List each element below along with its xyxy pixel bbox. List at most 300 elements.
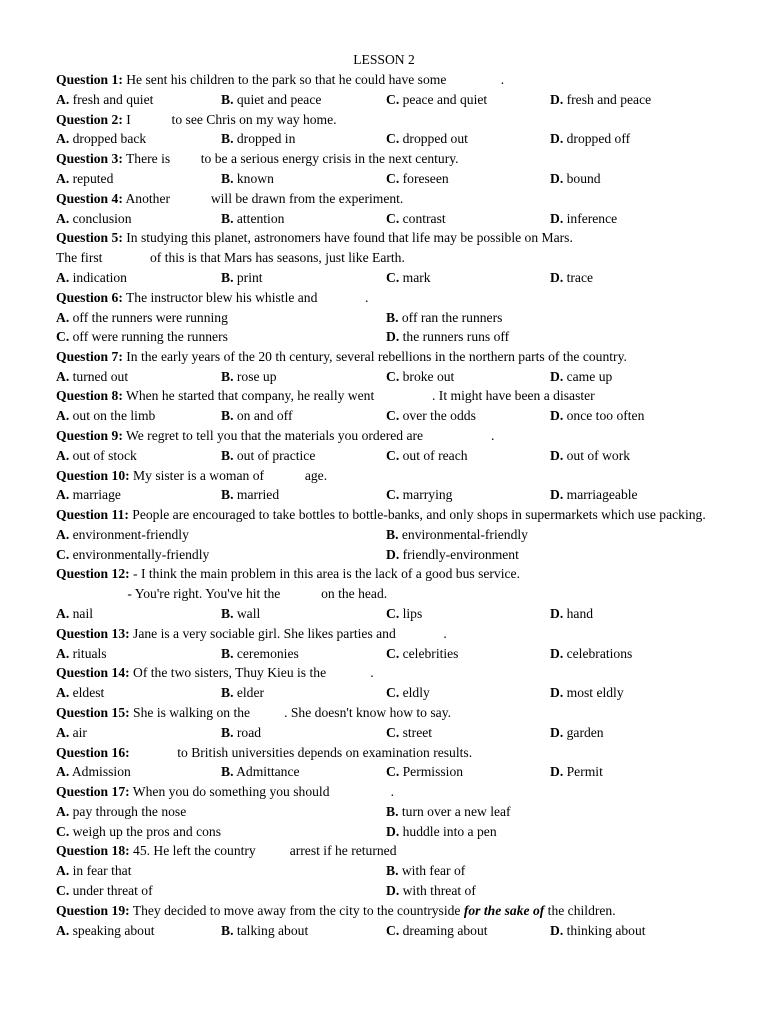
answer-option-b[interactable] xyxy=(221,921,308,941)
option-text: celebrities xyxy=(399,645,459,661)
option-text: talking about xyxy=(233,922,309,938)
option-letter: D. xyxy=(550,368,564,384)
answer-option-a[interactable] xyxy=(56,446,137,466)
question-text: 45. He left the country arrest if he returned xyxy=(129,843,397,859)
option-text: marrying xyxy=(399,487,453,503)
question-18 xyxy=(56,841,712,900)
lesson-title: LESSON 2 xyxy=(353,52,415,67)
option-text: nail xyxy=(69,605,94,621)
question-13 xyxy=(56,624,712,664)
option-letter: B. xyxy=(221,269,234,285)
answer-option-c[interactable] xyxy=(386,921,488,941)
option-letter: B. xyxy=(386,803,399,819)
question-label: Question 3: xyxy=(56,151,123,167)
question-label: Question 14: xyxy=(56,665,130,681)
question-stem xyxy=(56,189,712,209)
question-16 xyxy=(56,743,712,783)
option-letter: D. xyxy=(386,329,400,345)
option-text: fresh and peace xyxy=(563,91,652,107)
question-stem xyxy=(56,466,712,486)
option-letter: C. xyxy=(386,724,400,740)
answer-option-a[interactable] xyxy=(56,921,155,941)
answer-option-b[interactable] xyxy=(386,802,511,822)
option-letter: D. xyxy=(550,724,564,740)
option-text: with fear of xyxy=(398,863,466,879)
answer-option-b[interactable] xyxy=(221,446,315,466)
option-letter: D. xyxy=(550,269,564,285)
option-text: over the odds xyxy=(399,408,476,424)
answer-option-d[interactable] xyxy=(550,129,630,149)
question-stem xyxy=(56,228,712,248)
answer-option-b[interactable] xyxy=(221,723,261,743)
question-text-end: the children. xyxy=(544,902,616,918)
option-letter: A. xyxy=(56,487,70,503)
question-stem xyxy=(56,782,712,802)
answer-option-d[interactable] xyxy=(550,485,638,505)
option-text: weigh up the pros and cons xyxy=(69,823,221,839)
option-text: dropped off xyxy=(563,131,631,147)
options-row xyxy=(56,545,712,565)
option-text: inference xyxy=(563,210,618,226)
question-stem xyxy=(56,347,712,367)
options-row xyxy=(56,644,712,664)
answer-option-a[interactable] xyxy=(56,209,132,229)
option-text: environment-friendly xyxy=(69,526,189,542)
answer-option-c[interactable] xyxy=(56,545,209,565)
answer-option-d[interactable] xyxy=(550,921,646,941)
question-4 xyxy=(56,189,712,229)
option-letter: C. xyxy=(56,823,70,839)
option-text: hand xyxy=(563,605,594,621)
question-text: When you do something you should . xyxy=(129,784,395,800)
option-text: pay through the nose xyxy=(69,803,187,819)
option-text: out of work xyxy=(563,447,631,463)
option-text: marriageable xyxy=(563,487,638,503)
answer-option-d[interactable] xyxy=(386,327,509,347)
question-text: She is walking on the . She doesn't know how to say. xyxy=(129,704,452,720)
option-text: dropped back xyxy=(69,131,147,147)
question-11 xyxy=(56,505,712,564)
answer-option-c[interactable] xyxy=(386,604,422,624)
option-letter: C. xyxy=(386,685,400,701)
option-text: in fear that xyxy=(69,863,132,879)
option-text: print xyxy=(233,269,263,285)
question-stem xyxy=(56,841,712,861)
option-letter: B. xyxy=(221,645,234,661)
question-17 xyxy=(56,782,712,841)
answer-option-a[interactable] xyxy=(56,762,131,782)
answer-option-b[interactable] xyxy=(221,683,264,703)
answer-option-b[interactable] xyxy=(221,406,293,426)
answer-option-b[interactable] xyxy=(221,209,284,229)
option-text: under threat of xyxy=(69,883,153,899)
answer-option-d[interactable] xyxy=(550,90,651,110)
option-letter: B. xyxy=(221,210,234,226)
options-row xyxy=(56,921,712,941)
option-letter: A. xyxy=(56,605,70,621)
answer-option-d[interactable] xyxy=(550,723,604,743)
option-letter: C. xyxy=(386,91,400,107)
answer-option-a[interactable] xyxy=(56,644,107,664)
question-stem xyxy=(56,386,712,406)
worksheet-page xyxy=(56,50,712,940)
option-text: turned out xyxy=(69,368,129,384)
question-label: Question 17: xyxy=(56,784,130,800)
option-letter: C. xyxy=(386,368,400,384)
question-5 xyxy=(56,228,712,287)
option-text: married xyxy=(233,487,280,503)
question-label: Question 2: xyxy=(56,111,123,127)
option-text: attention xyxy=(233,210,285,226)
answer-option-d[interactable] xyxy=(386,545,519,565)
option-letter: D. xyxy=(386,883,400,899)
answer-option-d[interactable] xyxy=(550,367,612,387)
question-7 xyxy=(56,347,712,386)
option-letter: A. xyxy=(56,408,70,424)
option-letter: A. xyxy=(56,803,70,819)
option-letter: A. xyxy=(56,685,70,701)
question-text: Another will be drawn from the experiment. xyxy=(122,190,404,206)
option-text: peace and quiet xyxy=(399,91,488,107)
answer-option-b[interactable] xyxy=(221,169,274,189)
options-row xyxy=(56,129,712,149)
option-text: eldly xyxy=(399,685,430,701)
option-text: most eldly xyxy=(563,685,624,701)
answer-option-c[interactable] xyxy=(56,881,153,901)
question-label: Question 5: xyxy=(56,230,123,246)
option-letter: A. xyxy=(56,210,70,226)
option-text: the runners runs off xyxy=(399,329,510,345)
option-letter: C. xyxy=(386,645,400,661)
option-letter: A. xyxy=(56,447,70,463)
question-text: Of the two sisters, Thuy Kieu is the . xyxy=(129,665,374,681)
option-text: Admission xyxy=(69,764,131,780)
option-text: on and off xyxy=(233,408,293,424)
option-text: turn over a new leaf xyxy=(398,803,511,819)
answer-option-d[interactable] xyxy=(550,169,601,189)
option-text: garden xyxy=(563,724,604,740)
option-letter: D. xyxy=(386,546,400,562)
option-letter: B. xyxy=(221,922,234,938)
question-stem xyxy=(56,564,712,584)
answer-option-c[interactable] xyxy=(386,406,476,426)
option-letter: C. xyxy=(386,408,400,424)
answer-option-c[interactable] xyxy=(386,723,432,743)
option-text: contrast xyxy=(399,210,446,226)
options-row xyxy=(56,485,712,505)
option-letter: D. xyxy=(550,764,564,780)
option-letter: B. xyxy=(221,724,234,740)
options-row xyxy=(56,604,712,624)
option-letter: B. xyxy=(221,605,234,621)
option-letter: B. xyxy=(386,863,399,879)
options-row xyxy=(56,822,712,842)
option-letter: D. xyxy=(550,210,564,226)
option-letter: D. xyxy=(550,131,564,147)
option-text: out of stock xyxy=(69,447,137,463)
option-letter: C. xyxy=(386,210,400,226)
option-letter: D. xyxy=(550,408,564,424)
option-text: fresh and quiet xyxy=(69,91,154,107)
answer-option-a[interactable] xyxy=(56,683,104,703)
option-text: trace xyxy=(563,269,594,285)
option-letter: D. xyxy=(550,487,564,503)
options-row xyxy=(56,268,712,288)
options-row xyxy=(56,881,712,901)
option-letter: B. xyxy=(221,487,234,503)
emphasized-phrase: for the sake of xyxy=(463,902,545,918)
question-3 xyxy=(56,149,712,189)
answer-option-a[interactable] xyxy=(56,308,228,328)
question-text: We regret to tell you that the materials you ordered are . xyxy=(122,428,495,444)
answer-option-b[interactable] xyxy=(221,762,300,782)
question-15 xyxy=(56,703,712,743)
question-text: Jane is a very sociable girl. She likes parties and . xyxy=(129,625,447,641)
option-letter: A. xyxy=(56,724,70,740)
question-label: Question 4: xyxy=(56,190,123,206)
option-letter: D. xyxy=(550,447,564,463)
options-row xyxy=(56,446,712,466)
option-letter: B. xyxy=(221,764,234,780)
answer-option-d[interactable] xyxy=(550,762,603,782)
question-stem xyxy=(56,505,712,525)
option-letter: B. xyxy=(221,408,234,424)
option-letter: C. xyxy=(386,764,400,780)
option-letter: C. xyxy=(56,329,70,345)
answer-option-b[interactable] xyxy=(221,644,299,664)
option-letter: A. xyxy=(56,368,70,384)
answer-option-b[interactable] xyxy=(386,861,465,881)
option-text: Admittance xyxy=(233,764,300,780)
answer-option-d[interactable] xyxy=(550,406,644,426)
option-text: out of reach xyxy=(399,447,468,463)
options-row xyxy=(56,525,712,545)
question-label: Question 19: xyxy=(56,902,130,918)
option-text: environmental-friendly xyxy=(398,526,528,542)
answer-option-c[interactable] xyxy=(386,644,458,664)
question-10 xyxy=(56,466,712,506)
option-letter: D. xyxy=(550,685,564,701)
option-text: out of practice xyxy=(233,447,316,463)
option-text: conclusion xyxy=(69,210,132,226)
option-letter: D. xyxy=(550,922,564,938)
options-row xyxy=(56,723,712,743)
option-text: environmentally-friendly xyxy=(69,546,210,562)
answer-option-b[interactable] xyxy=(221,367,277,387)
option-text: road xyxy=(233,724,262,740)
options-row xyxy=(56,861,712,881)
answer-option-c[interactable] xyxy=(386,485,452,505)
question-label: Question 6: xyxy=(56,289,123,305)
option-letter: A. xyxy=(56,269,70,285)
question-text: The instructor blew his whistle and . xyxy=(122,289,369,305)
option-text: dreaming about xyxy=(399,922,488,938)
option-letter: B. xyxy=(386,526,399,542)
question-stem xyxy=(56,426,712,446)
answer-option-c[interactable] xyxy=(386,129,468,149)
answer-option-b[interactable] xyxy=(386,308,502,328)
answer-option-c[interactable] xyxy=(386,90,487,110)
option-letter: C. xyxy=(386,170,400,186)
question-8 xyxy=(56,386,712,426)
question-text: My sister is a woman of age. xyxy=(129,467,328,483)
question-label: Question 16: xyxy=(56,744,130,760)
answer-option-d[interactable] xyxy=(550,604,593,624)
question-stem xyxy=(56,149,712,169)
answer-option-a[interactable] xyxy=(56,485,121,505)
options-row xyxy=(56,209,712,229)
answer-option-b[interactable] xyxy=(221,268,263,288)
question-stem xyxy=(56,663,712,683)
option-letter: C. xyxy=(386,605,400,621)
option-text: mark xyxy=(399,269,431,285)
option-letter: A. xyxy=(56,170,70,186)
option-text: huddle into a pen xyxy=(399,823,497,839)
question-label: Question 10: xyxy=(56,467,130,483)
option-text: rituals xyxy=(69,645,107,661)
answer-option-a[interactable] xyxy=(56,861,132,881)
option-text: off were running the runners xyxy=(69,329,228,345)
answer-option-a[interactable] xyxy=(56,90,153,110)
option-letter: A. xyxy=(56,922,70,938)
option-letter: C. xyxy=(386,269,400,285)
question-19 xyxy=(56,901,712,941)
option-text: street xyxy=(399,724,433,740)
answer-option-a[interactable] xyxy=(56,406,155,426)
answer-option-a[interactable] xyxy=(56,129,146,149)
option-letter: A. xyxy=(56,764,70,780)
question-label: Question 1: xyxy=(56,72,123,87)
option-text: elder xyxy=(233,685,265,701)
question-6 xyxy=(56,288,712,347)
option-letter: C. xyxy=(56,883,70,899)
answer-option-a[interactable] xyxy=(56,169,113,189)
option-text: foreseen xyxy=(399,170,449,186)
answer-option-c[interactable] xyxy=(386,446,468,466)
option-text: marriage xyxy=(69,487,121,503)
option-letter: A. xyxy=(56,91,70,107)
question-14 xyxy=(56,663,712,703)
option-text: reputed xyxy=(69,170,114,186)
answer-option-a[interactable] xyxy=(56,723,87,743)
answer-option-a[interactable] xyxy=(56,268,127,288)
option-letter: C. xyxy=(386,487,400,503)
option-text: out on the limb xyxy=(69,408,156,424)
answer-option-d[interactable] xyxy=(550,209,617,229)
answer-option-d[interactable] xyxy=(550,446,630,466)
option-text: once too often xyxy=(563,408,645,424)
option-letter: D. xyxy=(550,605,564,621)
question-text: - I think the main problem in this area is the lack of a good bus service. xyxy=(129,566,520,582)
question-label: Question 13: xyxy=(56,625,130,641)
answer-option-b[interactable] xyxy=(221,604,260,624)
answer-option-c[interactable] xyxy=(386,268,431,288)
options-row xyxy=(56,762,712,782)
option-letter: B. xyxy=(221,91,234,107)
option-letter: B. xyxy=(221,447,234,463)
answer-option-d[interactable] xyxy=(550,644,632,664)
question-label: Question 18: xyxy=(56,843,130,859)
answer-option-b[interactable] xyxy=(221,485,279,505)
question-text: They decided to move away from the city to the countryside xyxy=(129,902,464,918)
option-text: dropped in xyxy=(233,131,296,147)
option-text: celebrations xyxy=(563,645,633,661)
question-text: In the early years of the 20 th century, several rebellions in the northern parts of the country. xyxy=(122,349,627,365)
question-stem xyxy=(56,624,712,644)
options-row xyxy=(56,406,712,426)
question-text-continued: - You're right. You've hit the on the head. xyxy=(56,586,388,602)
option-letter: D. xyxy=(550,91,564,107)
answer-option-b[interactable] xyxy=(221,90,321,110)
option-text: air xyxy=(69,724,87,740)
option-letter: D. xyxy=(550,645,564,661)
options-row xyxy=(56,169,712,189)
question-stem xyxy=(56,70,712,90)
option-text: eldest xyxy=(69,685,105,701)
option-text: dropped out xyxy=(399,131,468,147)
option-text: with threat of xyxy=(399,883,476,899)
answer-option-d[interactable] xyxy=(386,822,497,842)
question-1 xyxy=(56,70,712,110)
answer-option-d[interactable] xyxy=(550,683,624,703)
options-row xyxy=(56,683,712,703)
answer-option-d[interactable] xyxy=(386,881,476,901)
question-label: Question 7: xyxy=(56,349,123,365)
question-stem xyxy=(56,703,712,723)
option-text: lips xyxy=(399,605,423,621)
options-row xyxy=(56,367,712,387)
answer-option-c[interactable] xyxy=(386,762,463,782)
option-text: ceremonies xyxy=(233,645,299,661)
option-letter: B. xyxy=(221,685,234,701)
answer-option-b[interactable] xyxy=(221,129,295,149)
answer-option-c[interactable] xyxy=(56,822,221,842)
answer-option-d[interactable] xyxy=(550,268,593,288)
option-text: wall xyxy=(233,605,261,621)
answer-option-a[interactable] xyxy=(56,367,128,387)
answer-option-c[interactable] xyxy=(386,209,446,229)
question-text: In studying this planet, astronomers have found that life may be possible on Mars. xyxy=(122,230,573,246)
answer-option-c[interactable] xyxy=(56,327,228,347)
option-letter: C. xyxy=(56,546,70,562)
option-text: indication xyxy=(69,269,127,285)
question-label: Question 11: xyxy=(56,507,129,523)
option-text: came up xyxy=(563,368,613,384)
option-text: Permit xyxy=(563,764,603,780)
answer-option-b[interactable] xyxy=(386,525,528,545)
answer-option-c[interactable] xyxy=(386,367,454,387)
option-letter: A. xyxy=(56,863,70,879)
answer-option-a[interactable] xyxy=(56,525,189,545)
answer-option-a[interactable] xyxy=(56,802,186,822)
answer-option-a[interactable] xyxy=(56,604,93,624)
option-text: quiet and peace xyxy=(233,91,322,107)
question-text: He sent his children to the park so that he could have some . xyxy=(122,72,505,87)
option-text: rose up xyxy=(233,368,277,384)
option-letter: A. xyxy=(56,309,70,325)
options-row xyxy=(56,802,712,822)
question-9 xyxy=(56,426,712,466)
option-text: known xyxy=(233,170,274,186)
answer-option-c[interactable] xyxy=(386,169,449,189)
question-text: When he started that company, he really went . It might have been a disaster xyxy=(122,388,595,404)
answer-option-c[interactable] xyxy=(386,683,430,703)
question-text: I to see Chris on my way home. xyxy=(122,111,337,127)
question-stem xyxy=(56,288,712,308)
question-stem xyxy=(56,901,712,921)
option-text: speaking about xyxy=(69,922,155,938)
option-letter: A. xyxy=(56,131,70,147)
